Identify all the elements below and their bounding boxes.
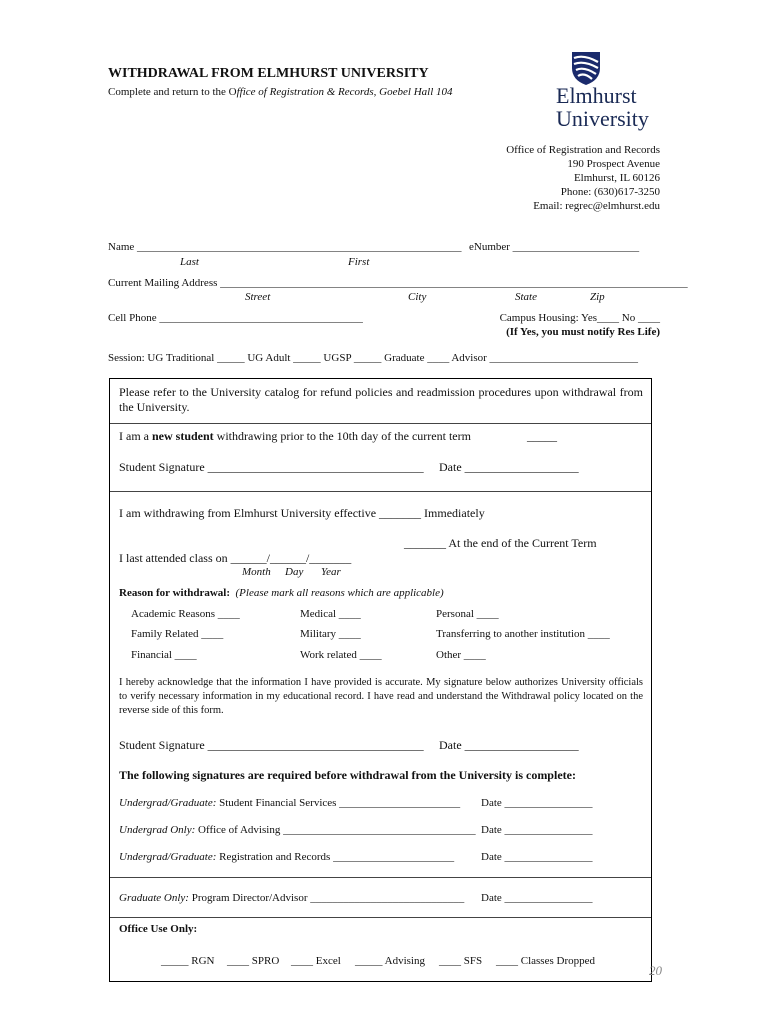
date-registration[interactable]: Date ________________	[481, 851, 593, 863]
month-caption: Month	[242, 566, 271, 578]
office-use-rgn[interactable]: _____ RGN	[161, 955, 215, 967]
form-subtitle: Complete and return to the Office of Registration & Records, Goebel Hall 104	[108, 86, 453, 98]
withdrawal-form-box	[109, 378, 652, 982]
reason-heading: Reason for withdrawal: (Please mark all reasons which are applicable)	[119, 587, 444, 599]
new-student-check[interactable]: _____	[527, 429, 557, 443]
office-use-advising[interactable]: _____ Advising	[355, 955, 425, 967]
office-use-classes-dropped[interactable]: ____ Classes Dropped	[496, 955, 595, 967]
effective-immediately[interactable]: I am withdrawing from Elmhurst University effective _______ Immediately	[119, 506, 485, 520]
date-program-director[interactable]: Date ________________	[481, 892, 593, 904]
university-logo-text: Elmhurst University	[556, 83, 649, 131]
year-caption: Year	[321, 566, 341, 578]
required-signatures-heading: The following signatures are required before withdrawal from the University is complete:	[119, 768, 576, 782]
office-address: Office of Registration and Records 190 Prospect Avenue Elmhurst, IL 60126 Phone: (630)617-3250 Email: regrec@elmhurst.edu	[506, 144, 660, 212]
refund-notice: Please refer to the University catalog for refund policies and readmission procedures upon withdrawal from the University.	[119, 385, 643, 414]
mailing-address-field[interactable]: Current Mailing Address _____________________________________________________________________________________	[108, 277, 688, 289]
divider	[110, 917, 651, 918]
elmhurst-shield-logo-icon	[556, 50, 602, 86]
reason-medical[interactable]: Medical ____	[300, 608, 361, 620]
day-caption: Day	[285, 566, 304, 578]
divider	[110, 491, 651, 492]
form-title: WITHDRAWAL FROM ELMHURST UNIVERSITY	[108, 66, 429, 81]
state-caption: State	[515, 291, 537, 303]
reason-academic[interactable]: Academic Reasons ____	[131, 608, 240, 620]
office-use-label: Office Use Only:	[119, 923, 198, 935]
last-attended-date[interactable]: I last attended class on ______/______/_______	[119, 551, 352, 565]
student-signature-1[interactable]: Student Signature ____________________________________	[119, 460, 424, 474]
divider	[110, 423, 651, 424]
reason-financial[interactable]: Financial ____	[131, 649, 197, 661]
signature-advising[interactable]: Undergrad Only: Office of Advising ___________________________________	[119, 824, 476, 836]
new-student-line: I am a new student withdrawing prior to the 10th day of the current term	[119, 429, 471, 443]
name-field[interactable]: Name ___________________________________________________________	[108, 241, 462, 253]
signature-registration[interactable]: Undergrad/Graduate: Registration and Records ______________________	[119, 851, 455, 863]
cell-phone-field[interactable]: Cell Phone _____________________________________	[108, 312, 363, 324]
date-financial-services[interactable]: Date ________________	[481, 797, 593, 809]
campus-housing-field[interactable]: Campus Housing: Yes____ No ____	[499, 312, 660, 324]
street-caption: Street	[245, 291, 271, 303]
session-field[interactable]: Session: UG Traditional _____ UG Adult _____ UGSP _____ Graduate ____ Advisor ___________________________	[108, 352, 639, 364]
last-caption: Last	[180, 256, 199, 268]
signature-program-director[interactable]: Graduate Only: Program Director/Advisor ____________________________	[119, 892, 465, 904]
student-signature-2[interactable]: Student Signature ____________________________________	[119, 738, 424, 752]
reason-transfer[interactable]: Transferring to another institution ____	[436, 628, 610, 640]
date-2[interactable]: Date ___________________	[439, 738, 579, 752]
enumber-field[interactable]: eNumber _______________________	[469, 241, 640, 253]
housing-note: (If Yes, you must notify Res Life)	[506, 326, 660, 338]
first-caption: First	[348, 256, 370, 268]
signature-financial-services[interactable]: Undergrad/Graduate: Student Financial Services ______________________	[119, 797, 461, 809]
effective-end-of-term[interactable]: _______ At the end of the Current Term	[404, 536, 597, 550]
acknowledgement-text: I hereby acknowledge that the information I have provided is accurate. My signature below authorizes University officials to verify necessary information in my educational record. I have read and understand the Withdrawal policy located on the reverse side of this form.	[119, 677, 643, 716]
office-use-excel[interactable]: ____ Excel	[291, 955, 341, 967]
office-use-sfs[interactable]: ____ SFS	[439, 955, 483, 967]
reason-family[interactable]: Family Related ____	[131, 628, 224, 640]
page-number: 20	[649, 963, 662, 978]
reason-personal[interactable]: Personal ____	[436, 608, 499, 620]
reason-military[interactable]: Military ____	[300, 628, 361, 640]
reason-other[interactable]: Other ____	[436, 649, 486, 661]
zip-caption: Zip	[590, 291, 605, 303]
city-caption: City	[408, 291, 427, 303]
date-1[interactable]: Date ___________________	[439, 460, 579, 474]
reason-work[interactable]: Work related ____	[300, 649, 382, 661]
office-use-spro[interactable]: ____ SPRO	[227, 955, 280, 967]
date-advising[interactable]: Date ________________	[481, 824, 593, 836]
divider	[110, 877, 651, 878]
